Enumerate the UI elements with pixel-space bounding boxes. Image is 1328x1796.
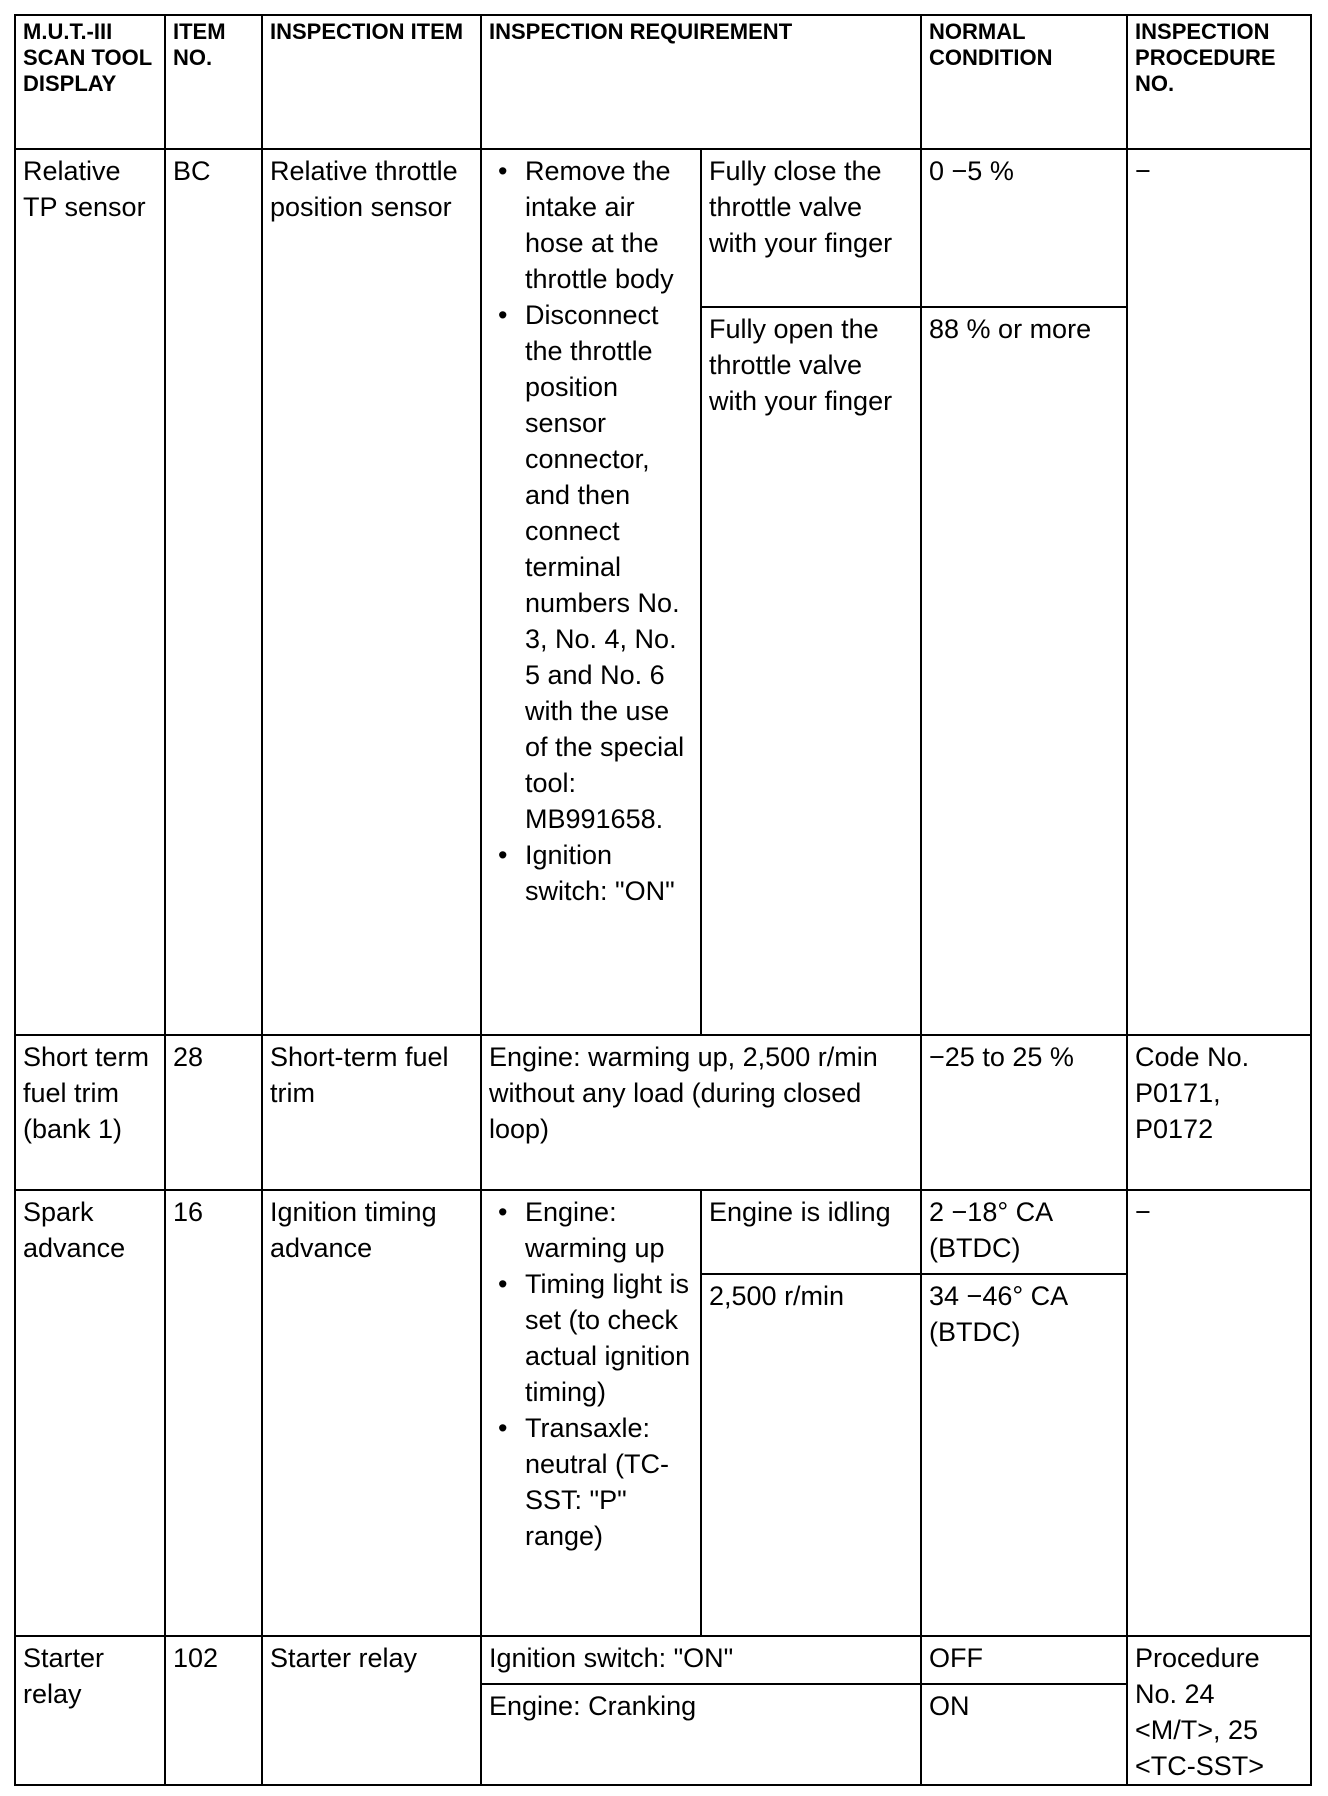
cell-inspection-item: Ignition timing advance <box>262 1190 481 1636</box>
header-display: M.U.T.-III SCAN TOOL DISPLAY <box>15 15 165 149</box>
cell-requirement: Engine: warming up, 2,500 r/min without any load (during closed loop) <box>481 1035 921 1190</box>
table-row <box>15 1636 1311 1684</box>
cell-item-no: 28 <box>165 1035 262 1190</box>
cell-sub-condition: Fully open the throttle valve with your finger <box>701 307 921 1035</box>
cell-inspection-item: Starter relay <box>262 1636 481 1785</box>
cell-normal-condition: 34 −46° CA (BTDC) <box>921 1274 1127 1636</box>
cell-normal-condition: 88 % or more <box>921 307 1127 1035</box>
cell-display: Relative TP sensor <box>15 149 165 1035</box>
cell-procedure-no: − <box>1127 1190 1311 1636</box>
cell-normal-condition: 2 −18° CA (BTDC) <box>921 1190 1127 1274</box>
table-row <box>15 149 1311 307</box>
header-row <box>15 15 1311 149</box>
cell-procedure-no: Procedure No. 24 <M/T>, 25 <TC-SST> <box>1127 1636 1311 1785</box>
table-row <box>15 1190 1311 1274</box>
header-inspection-item: INSPECTION ITEM <box>262 15 481 149</box>
cell-item-no: 102 <box>165 1636 262 1785</box>
cell-requirement-list <box>481 149 701 1035</box>
requirement-bullet: • Ignition switch: "ON" <box>489 837 693 909</box>
header-inspection-requirement: INSPECTION REQUIREMENT <box>481 15 921 149</box>
cell-requirement: Engine: Cranking <box>481 1684 921 1785</box>
requirement-bullet: • Timing light is set (to check actual ignition timing) <box>489 1266 693 1410</box>
table-row <box>15 1035 1311 1190</box>
header-procedure-no: INSPECTION PROCEDURE NO. <box>1127 15 1311 149</box>
cell-normal-condition: −25 to 25 % <box>921 1035 1127 1190</box>
cell-procedure-no: − <box>1127 149 1311 1035</box>
requirement-bullet: • Transaxle: neutral (TC-SST: "P" range) <box>489 1410 693 1554</box>
requirement-bullet: • Engine: warming up <box>489 1194 693 1266</box>
requirement-bullet: • Remove the intake air hose at the throttle body <box>489 153 693 297</box>
cell-normal-condition: OFF <box>921 1636 1127 1684</box>
cell-item-no: 16 <box>165 1190 262 1636</box>
cell-requirement: Ignition switch: "ON" <box>481 1636 921 1684</box>
cell-item-no: BC <box>165 149 262 1035</box>
header-normal-condition: NORMAL CONDITION <box>921 15 1127 149</box>
cell-display: Spark advance <box>15 1190 165 1636</box>
cell-sub-condition: 2,500 r/min <box>701 1274 921 1636</box>
cell-display: Starter relay <box>15 1636 165 1785</box>
cell-sub-condition: Fully close the throttle valve with your finger <box>701 149 921 307</box>
requirement-bullet: • Disconnect the throttle position sensor connector, and then connect terminal numbers No. 3, No. 4, No. 5 and No. 6 with the use of the special tool: MB991658. <box>489 297 693 837</box>
cell-requirement-list <box>481 1190 701 1636</box>
header-item-no: ITEM NO. <box>165 15 262 149</box>
cell-normal-condition: 0 −5 % <box>921 149 1127 307</box>
cell-procedure-no: Code No. P0171, P0172 <box>1127 1035 1311 1190</box>
cell-inspection-item: Relative throttle position sensor <box>262 149 481 1035</box>
cell-sub-condition: Engine is idling <box>701 1190 921 1274</box>
cell-normal-condition: ON <box>921 1684 1127 1785</box>
cell-inspection-item: Short-term fuel trim <box>262 1035 481 1190</box>
inspection-table <box>14 14 1312 1786</box>
cell-display: Short term fuel trim (bank 1) <box>15 1035 165 1190</box>
